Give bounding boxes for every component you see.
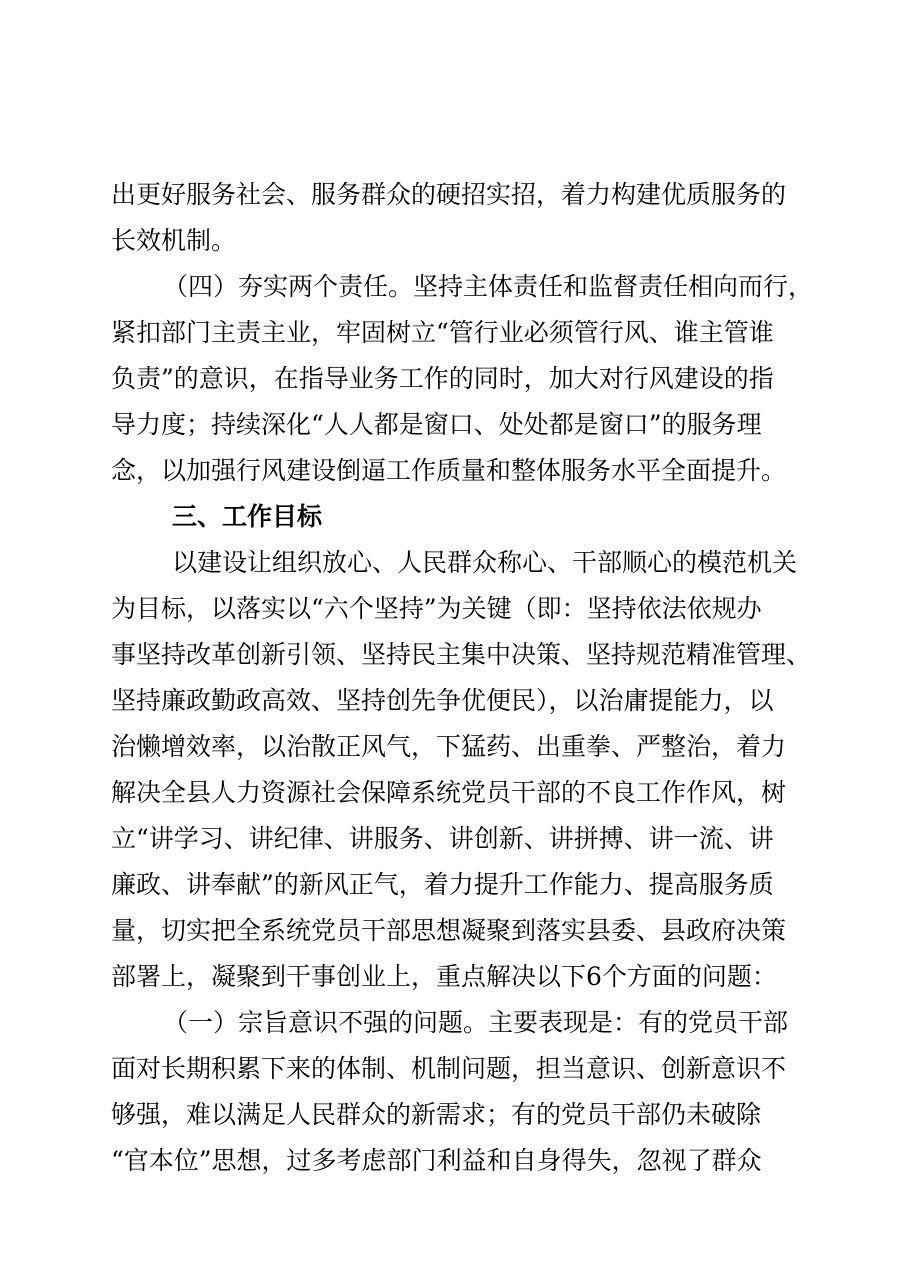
paragraph-line: （一）宗旨意识不强的问题。主要表现是：有的党员干部 [163, 1008, 789, 1037]
section-heading: 三、工作目标 [172, 502, 323, 531]
paragraph-line: 出更好服务社会、服务群众的硬招实招，着力构建优质服务的 [111, 180, 787, 209]
paragraph-line: “官本位”思想，过多考虑部门利益和自身得失，忽视了群众 [111, 1146, 762, 1175]
paragraph-line: 导力度；持续深化“人人都是窗口、处处都是窗口”的服务理 [111, 410, 762, 439]
paragraph-line: 立“讲学习、讲纪律、讲服务、讲创新、讲拼搏、讲一流、讲 [111, 824, 774, 853]
paragraph-line: 负责”的意识，在指导业务工作的同时，加大对行风建设的指 [111, 364, 774, 393]
paragraph-line: 念，以加强行风建设倒逼工作质量和整体服务水平全面提升。 [111, 456, 787, 485]
paragraph-line: 事坚持改革创新引领、坚持民主集中决策、坚持规范精准管理、 [111, 640, 812, 669]
paragraph-line: 治懒增效率，以治散正风气，下猛药、出重拳、严整治，着力 [111, 732, 787, 761]
paragraph-line: 部署上，凝聚到干事创业上，重点解决以下6个方面的问题： [111, 962, 777, 991]
paragraph-line: 面对长期积累下来的体制、机制问题，担当意识、创新意识不 [111, 1054, 787, 1083]
paragraph-line: 长效机制。 [111, 226, 237, 255]
paragraph-line: 够强，难以满足人民群众的新需求；有的党员干部仍未破除 [111, 1100, 762, 1129]
paragraph-line: 解决全县人力资源社会保障系统党员干部的不良工作作风，树 [111, 778, 787, 807]
paragraph-line: 紧扣部门主责主业，牢固树立“管行业必须管行风、谁主管谁 [111, 318, 774, 347]
paragraph-line: 坚持廉政勤政高效、坚持创先争优便民），以治庸提能力，以 [111, 686, 774, 715]
paragraph-line: （四）夯实两个责任。坚持主体责任和监督责任相向而行， [163, 272, 814, 301]
paragraph-line: 廉政、讲奉献”的新风正气，着力提升工作能力、提高服务质 [111, 870, 774, 899]
paragraph-line: 为目标，以落实以“六个坚持”为关键（即：坚持依法依规办 [111, 594, 762, 623]
paragraph-line: 量，切实把全系统党员干部思想凝聚到落实县委、县政府决策 [111, 916, 787, 945]
paragraph-line: 以建设让组织放心、人民群众称心、干部顺心的模范机关 [172, 548, 798, 577]
